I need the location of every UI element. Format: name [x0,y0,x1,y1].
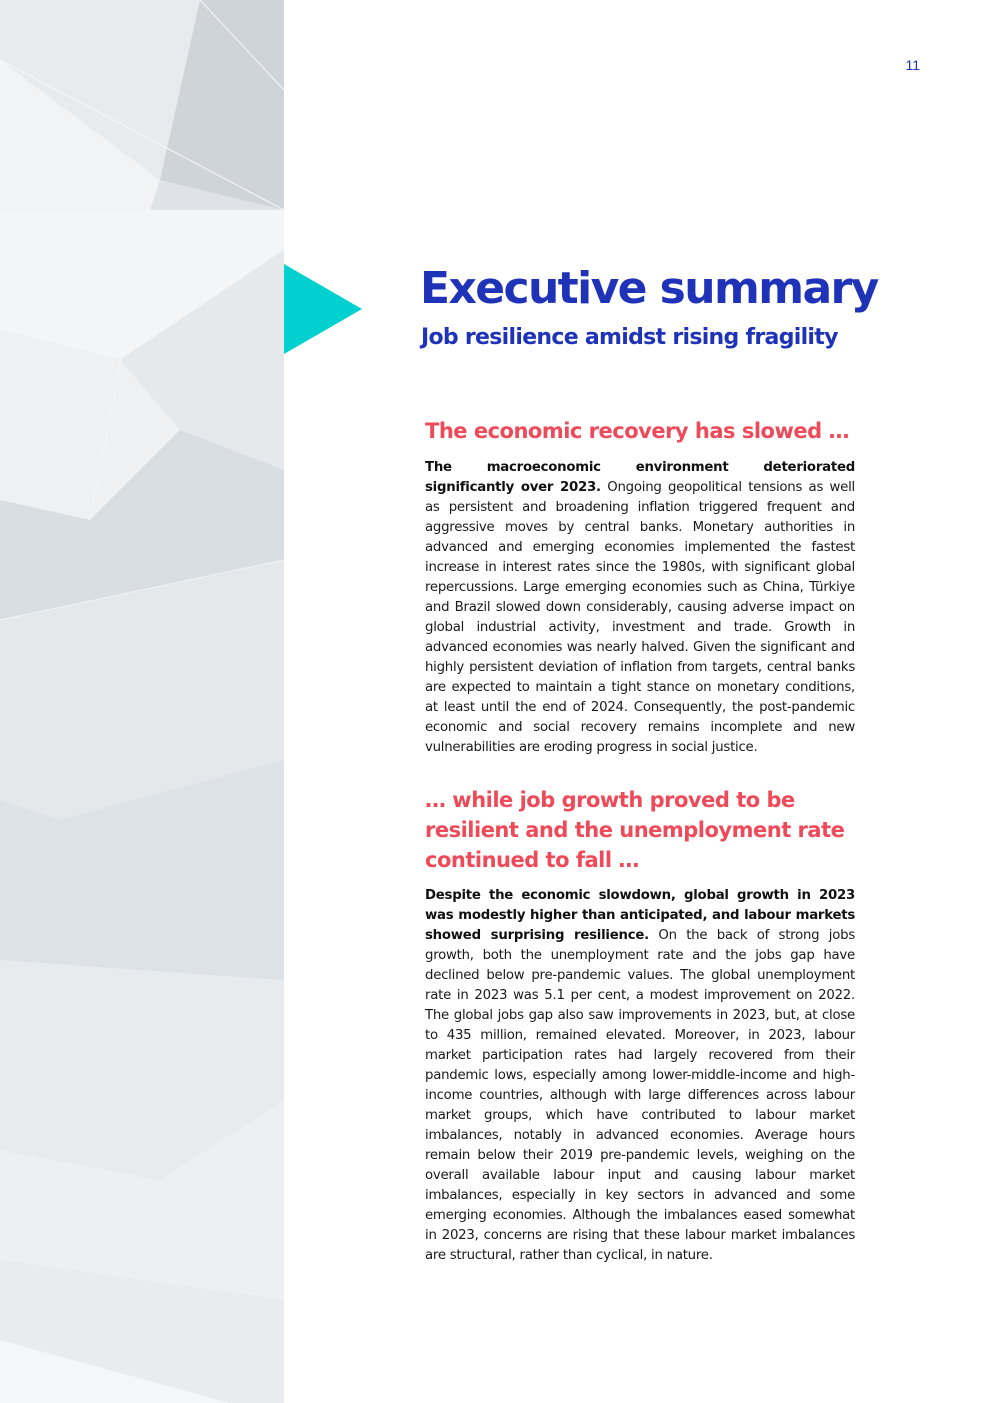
section-heading-job-growth: … while job growth proved to be resilient and the unemployment rate continued to fall … [425,788,845,872]
body-text: Ongoing geopolitical tensions as well as persistent and broadening inflation triggered frequent and aggressive moves by central banks. Monetary authorities in advanced and emerging economies implemented the fastest increase in interest rates since the 1980s, with significant global repercussions. Large emerging economies such as China, Türkiye and Brazil slowed down considerably, causing adverse impact on global industrial activity, investment and trade. Growth in advanced economies was nearly halved. Given the significant and highly persistent deviation of inflation from targets, central banks are expected to maintain a tight stance on monetary conditions, at least until the end of 2024. Consequently, the post-pandemic economic and social recovery remains incomplete and new vulnerabilities are eroding progress in social justice. [425,480,855,755]
section-body-economic-recovery [425,458,855,758]
page-subtitle: Job resilience amidst rising fragility [421,325,838,350]
lead-sentence: Despite the economic slowdown, global growth in 2023 was modestly higher than anticipated, and labour markets showed surprising resilience. [425,888,855,943]
page-title: Executive summary [420,263,878,314]
section-body-job-growth [425,886,855,1266]
cyan-arrow-icon [284,264,362,354]
body-text: On the back of strong jobs growth, both the unemployment rate and the jobs gap have declined below pre-pandemic values. The global unemployment rate in 2023 was 5.1 per cent, a modest improvement on 2022. The global jobs gap also saw improvements in 2023, but, at close to 435 million, remained elevated. Moreover, in 2023, labour market participation rates had largely recovered from their pandemic lows, especially among lower-middle-income and high-income countries, although with large differences across labour market groups, which have contributed to labour market imbalances, notably in advanced economies. Average hours remain below their 2019 pre-pandemic levels, weighing on the overall available labour input and causing labour market imbalances, especially in key sectors in advanced and some emerging economies. Although the imbalances eased somewhat in 2023, concerns are rising that these labour market imbalances are structural, rather than cyclical, in nature. [425,928,855,1263]
decorative-side-panel [0,0,284,1403]
section-heading-economic-recovery: The economic recovery has slowed … [425,419,849,443]
lead-sentence: The macroeconomic environment deteriorated significantly over 2023. [425,460,855,495]
page-number: 11 [905,57,920,73]
